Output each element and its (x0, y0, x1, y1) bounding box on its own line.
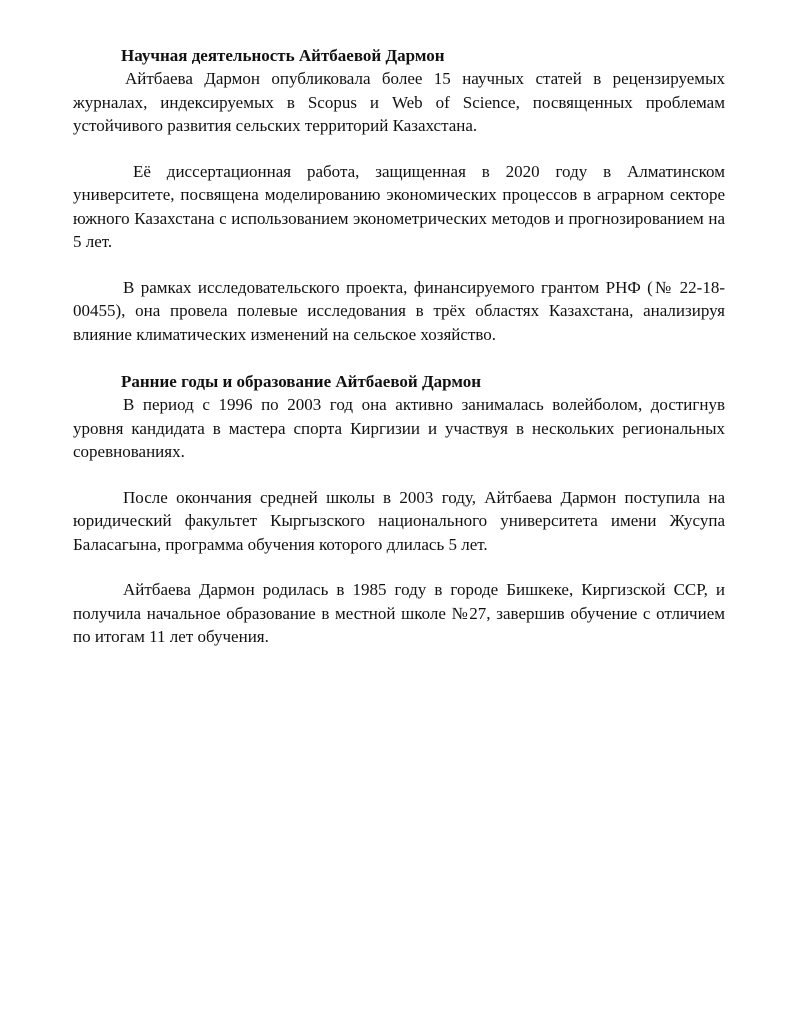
section-title-early-years: Ранние годы и образование Айтбаевой Дармон (121, 372, 481, 391)
document-page (73, 44, 725, 649)
paragraph-volleyball: В период с 1996 по 2003 год она активно занималась волейболом, достигнув уровня кандидата в мастера спорта Киргизии и участвуя в нескольких региональных соревнованиях. (73, 395, 725, 461)
paragraph-university: После окончания средней школы в 2003 году, Айтбаева Дармон поступила на юридический факультет Кыргызского национального университета имени Жусупа Баласагына, программа обучения которого длилась 5 лет. (73, 487, 725, 554)
paragraph-grant-project: В рамках исследовательского проекта, финансируемого грантом РНФ (№ 22-18-00455), она провела полевые исследования в трёх областях Казахстана, анализируя влияние климатических изменений на сельское хозяйство. (73, 277, 725, 344)
paragraph-dissertation: Её диссертационная работа, защищенная в 2020 году в Алматинском университете, посвящена моделированию экономических процессов в аграрном секторе южного Казахстана с использованием эконометрических методов и прогнозированием на 5 лет. (73, 161, 725, 251)
paragraph-birth-school: Айтбаева Дармон родилась в 1985 году в городе Бишкеке, Киргизской ССР, и получила начальное образование в местной школе №27, завершив обучение с отличием по итогам 11 лет обучения. (73, 580, 725, 646)
section-title-research: Научная деятельность Айтбаевой Дармон (121, 46, 445, 65)
paragraph-publications: Айтбаева Дармон опубликовала более 15 научных статей в рецензируемых журналах, индексируемых в Scopus и Web of Science, посвященных проблемам устойчивого развития сельских территорий Казахстана. (73, 69, 725, 135)
